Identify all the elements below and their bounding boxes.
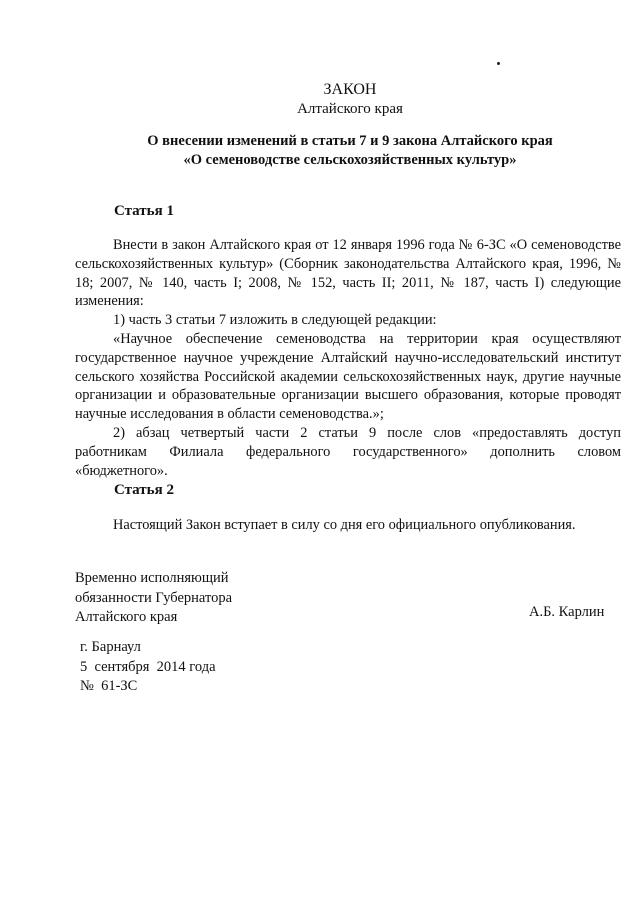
article-1-body bbox=[75, 236, 621, 480]
law-number: № 61-ЗС bbox=[80, 678, 138, 694]
signatory-position-line: Временно исполняющий bbox=[75, 570, 229, 586]
article-1-paragraph: 2) абзац четвертый части 2 статьи 9 после слов «предоставлять доступ работникам Филиала федерального государственного» дополнить словом «бюджетного». bbox=[75, 424, 621, 479]
article-2-body bbox=[75, 516, 621, 535]
law-heading-line-2: «О семеноводстве сельскохозяйственных культур» bbox=[183, 152, 517, 168]
issue-date: 5 сентября 2014 года bbox=[80, 658, 216, 675]
document-subtitle: Алтайского края bbox=[297, 101, 403, 117]
signatory-name: А.Б. Карлин bbox=[529, 604, 605, 620]
document-title: ЗАКОН bbox=[323, 81, 377, 98]
law-heading-line-1: О внесении изменений в статьи 7 и 9 закона Алтайского края bbox=[147, 133, 553, 149]
law-heading bbox=[75, 132, 625, 170]
scan-speck bbox=[497, 62, 500, 65]
article-1-paragraph: 1) часть 3 статьи 7 изложить в следующей редакции: bbox=[113, 312, 437, 329]
article-2-title: Статья 2 bbox=[114, 482, 174, 498]
signatory-position bbox=[75, 569, 232, 628]
article-2-paragraph: Настоящий Закон вступает в силу со дня его официального опубликования. bbox=[113, 517, 576, 533]
article-1-title: Статья 1 bbox=[114, 203, 174, 219]
issue-details bbox=[80, 638, 216, 697]
article-1-paragraph: Внести в закон Алтайского края от 12 января 1996 года № 6-ЗС «О семеноводстве сельскохозяйственных культур» (Сборник законодательства Алтайского края, 1996, № 18; 2007, № 140, часть I; 2008, № 152, часть II; 2011, № 187, часть I) следующие изменения: bbox=[75, 237, 621, 310]
signatory-position-line: обязанности Губернатора bbox=[75, 589, 233, 606]
issue-place: г. Барнаул bbox=[80, 639, 141, 655]
signatory-position-line: Алтайского края bbox=[75, 609, 178, 625]
article-1-paragraph: «Научное обеспечение семеноводства на территории края осуществляют государственное научное учреждение Алтайский научно-исследовательский институт сельского хозяйства Российской академии сельскохозяйственных наук, другие научные организации и образовательные организации высшего образования, которые проводят научные исследования в области семеноводства.»; bbox=[75, 330, 621, 423]
